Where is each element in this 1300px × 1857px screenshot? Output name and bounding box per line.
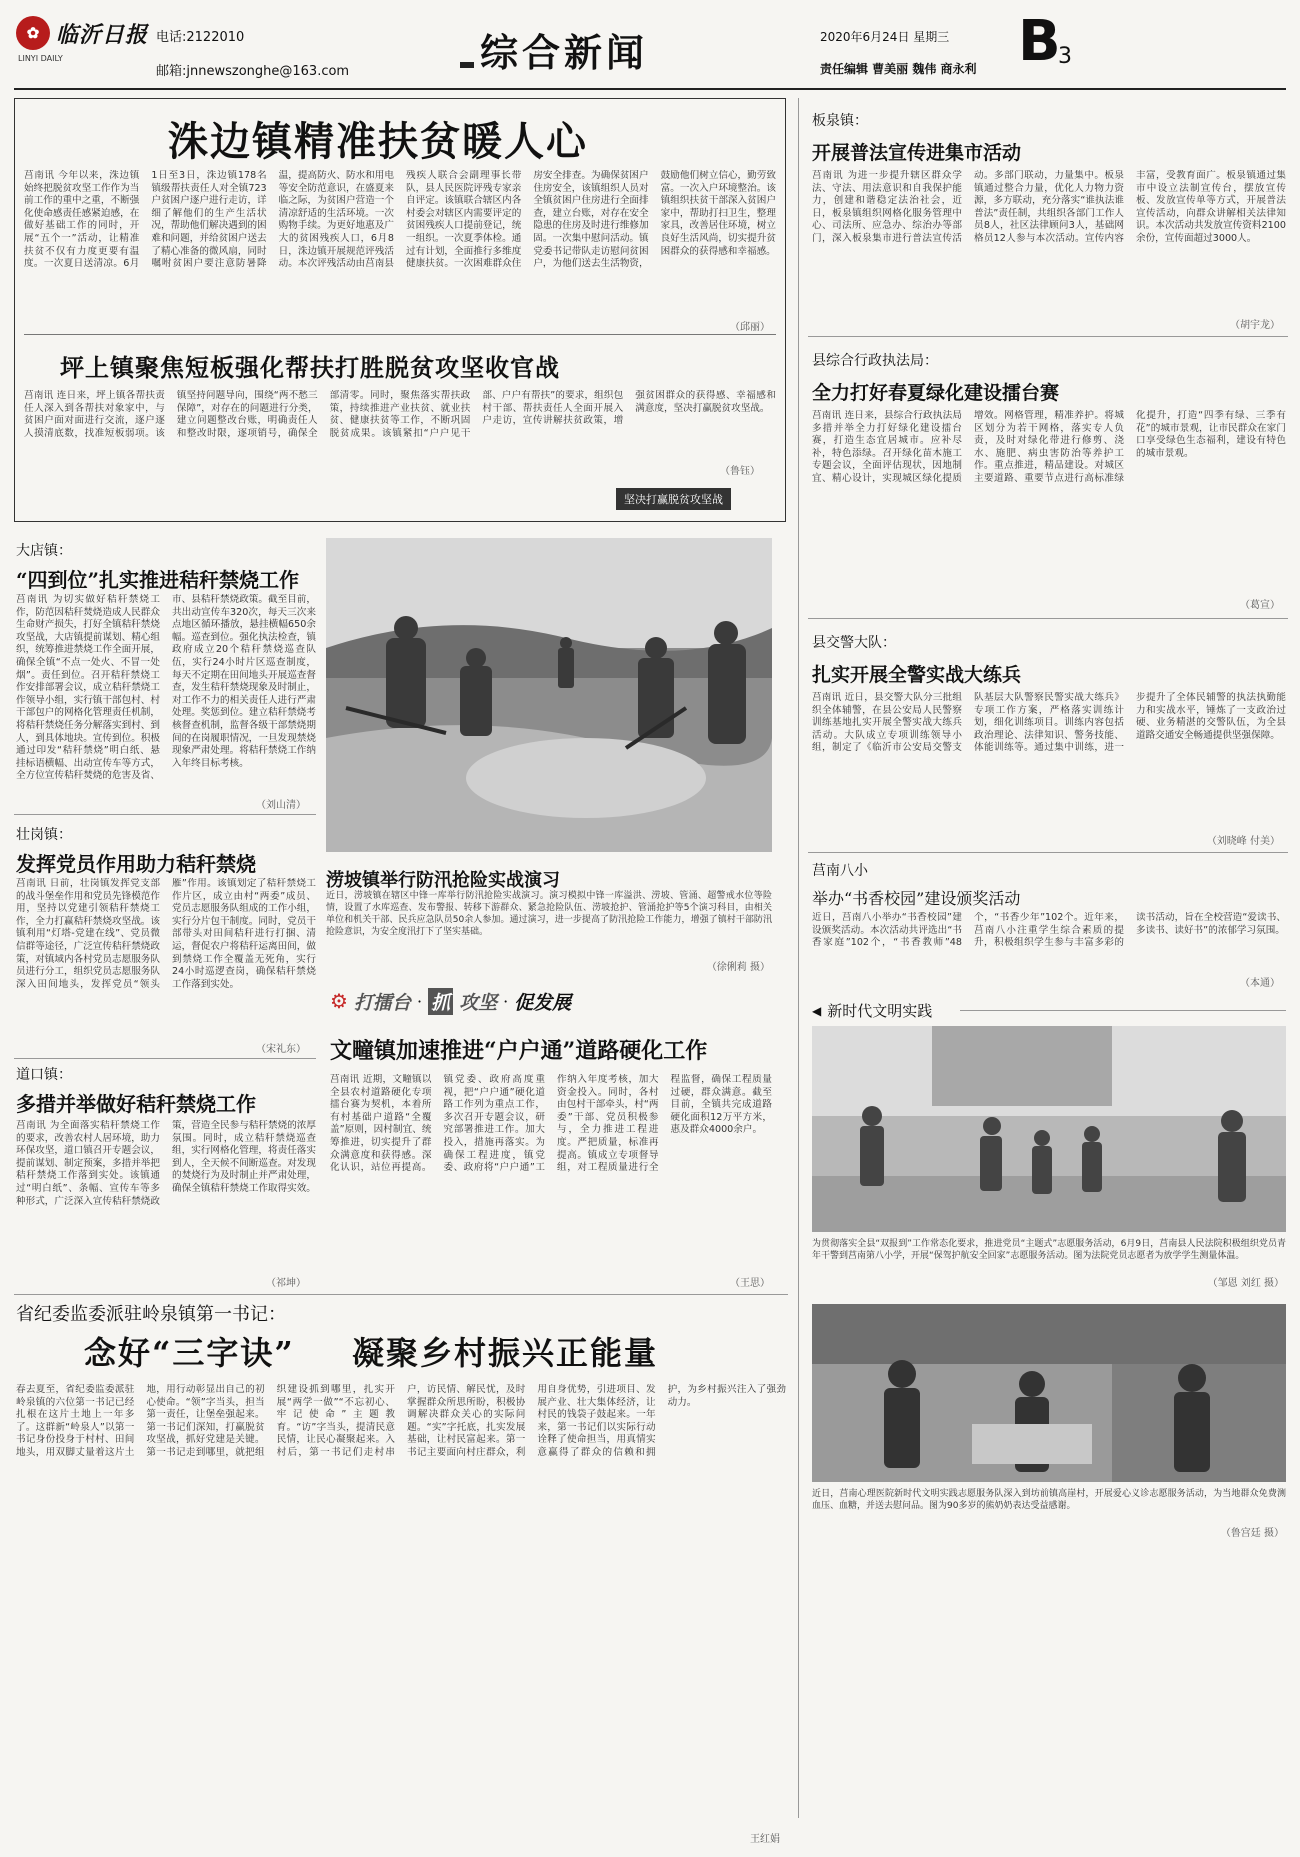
banner-part-1: 打擂台 <box>353 991 411 1014</box>
article-credit-pingshang: （鲁钰） <box>720 466 760 477</box>
banner-part-2: 抓 <box>428 988 453 1015</box>
court-photo-caption: 为贯彻落实全县“双报到”工作常态化要求，推进党员“主题式”志愿服务活动，6月9日，莒南县人民法院积极组织党员青年干警到莒南第八小学，开展“保驾护航安全回家”志愿服务活动。图为法院党员志愿者为放学学生测量体温。 <box>812 1239 1286 1261</box>
article-title-daokou: 多措并举做好秸秆禁烧工作 <box>16 1092 256 1116</box>
banner-dot-2: · <box>503 991 509 1011</box>
clinic-photo-credit: （鲁宫廷 摄） <box>1220 1528 1284 1539</box>
label-daokou: 道口镇： <box>16 1067 72 1083</box>
label-zhuanggang: 壮岗镇： <box>16 827 72 843</box>
label-zhifa: 县综合行政执法局： <box>812 353 938 369</box>
divider-right-2 <box>808 618 1288 619</box>
label-banxiao: 莒南八小 <box>812 863 868 879</box>
civ-section-header <box>812 1000 932 1021</box>
article-body-jiaojing: 莒南讯 近日，县交警大队分三批组织全体辅警，在县公安局人民警察训练基地扎实开展全警实战大练兵活动。大队成立专项训练领导小组，制定了《临沂市公安局交警支队基层大队警察民警实战大练兵》专项工作方案，严格落实训练计划，细化训练项目。训练内容包括政治理论、法律知识、警务技能、体能训练等。通过集中训练，进一步提升了全体民辅警的执法执勤能力和实战水平，锤炼了一支政治过硬、业务精湛的交警队伍，为全县道路交通安全畅通提供坚强保障。 <box>812 692 1286 754</box>
section-title: 综合新闻 <box>480 31 649 75</box>
contact-phone: 电话:2122010 <box>156 30 245 45</box>
article-credit-zhuanggang: （宋礼东） <box>256 1044 306 1055</box>
newspaper-logo <box>16 16 148 50</box>
article-body-banquan: 莒南讯 为进一步提升辖区群众学法、守法、用法意识和自我保护能力，创建和谐稳定法治社会，近日，板泉镇组织网格化服务管理中心、司法所、应急办、综治办等部门，深入板泉集市进行普法宣传活动。多部门联动，力量集中。板泉镇通过整合力量，优化人力物力资源，多方联动，充分落实“谁执法谁普法”责任制，共组织各部门工作人员8人，社区法律顾问3人，基础网格员12人参与本次活动。宣传内容丰富，受教育面广。板泉镇通过集市中设立法制宣传台，摆放宣传板、发放宣传单等方式，开展普法宣传活动，向群众讲解相关法律知识。本次活动共发放宣传资料2100余份，宣传面超过3000人。 <box>812 170 1286 244</box>
feature-title-left: 念好“三字诀” <box>84 1334 295 1372</box>
article-body-dadian: 莒南讯 为切实做好秸秆禁烧工作，防范因秸秆焚烧造成人民群众生命财产损失，打好全镇秸秆禁烧攻坚战，大店镇提前谋划、精心组织，统筹推进禁烧工作全面开展，确保全镇“不点一处火、不冒一处烟”。责任到位。召开秸秆禁烧工作安排部署会议，成立秸秆禁烧工作领导小组，实行镇干部包村、村干部包户的网格化管理责任机制，将秸秆禁烧任务分解落实到村、到人，到具体地块。宣传到位。积极通过印发“秸秆禁烧”明白纸、悬挂标语横幅、出动宣传车等方式，全方位宣传秸秆焚烧的危害及省、市、县秸秆禁烧政策。截至目前，共出动宣传车320次，每天三次来点地区循环播放，悬挂横幅650余幅。巡查到位。强化执法检查，镇政府成立20个秸秆禁烧巡查队伍，实行24小时片区巡查制度，每天不定期在田间地头开展巡查督查，发生秸秆禁烧现象及时制止，对工作不力的相关责任人进行严肃处理。奖惩到位。建立秸秆禁烧考核督查机制，监督各级干部禁烧期间的在岗履职情况，一旦发现禁烧现象严肃处理。将秸秆禁烧工作纳入年终目标考核。 <box>16 594 316 782</box>
campaign-banner <box>330 986 770 1016</box>
article-body-wentuan: 莒南讯 近期，文疃镇以全县农村道路硬化专项擂台赛为契机，本着所有村基础户道路“全覆盖”原则，因村制宜、统筹推进，切实提升了群众满意度和获得感。深化认识，站位再提高。镇党委、政府高度重视，把“户户通”硬化道路工作列为重点工作，多次召开专题会议，研究部署推进工作。加大投入，措施再落实。为确保工程进度，镇党委、政府将“户户通”工作纳入年度考核，加大资金投入。同时，各村由包村干部牵头，村“两委”干部、党员积极参与，全力推进工程进度。严把质量，标准再提高。镇成立专项督导组，对工程质量进行全程监督，确保工程质量过硬，群众满意。截至目前，全镇共完成道路硬化面积12万平方米，惠及群众4000余户。 <box>330 1074 772 1174</box>
masthead-rule-left <box>460 62 474 68</box>
bottom-feature-top-rule <box>14 1294 788 1295</box>
civ-section-label: 新时代文明实践 <box>827 1002 933 1020</box>
article-title-zhubian: 洙边镇精准扶贫暖人心 <box>168 119 588 165</box>
photo-credit: （徐俐莉 摄） <box>706 962 770 973</box>
article-credit-zhubian: （邱丽） <box>730 322 770 333</box>
divider-left-1 <box>14 814 316 815</box>
article-body-banxiao: 近日，莒南八小举办“书香校园”建设颁奖活动。本次活动共评选出“书香家庭”102个，“书香教师”48个，“书香少年”102个。近年来，莒南八小注重学生综合素质的提升，积极组织学生参与丰富多彩的读书活动，旨在全校营造“爱读书、多读书、读好书”的浓郁学习氛围。 <box>812 912 1286 949</box>
article-title-jiaojing: 扎实开展全警实战大练兵 <box>812 664 1022 686</box>
feature-kicker: 省纪委监委派驻岭泉镇第一书记： <box>16 1304 286 1325</box>
logo-flame-icon: ✿ <box>16 16 50 50</box>
article-title-pingshang: 坪上镇聚焦短板强化帮扶打胜脱贫攻坚收官战 <box>60 353 560 382</box>
label-jiaojing: 县交警大队： <box>812 635 896 651</box>
divider-right-1 <box>808 336 1288 337</box>
divider-left-2 <box>14 1058 316 1059</box>
banner-dot-1: · <box>416 991 423 1011</box>
feature-body: 春去夏至，省纪委监委派驻岭泉镇的六位第一书记已经扎根在这片土地上一年多了。这群新“岭泉人”以第一书记身份投身于村村、田间地头，用双脚丈量着这片土地，用行动彰显出自己的初心使命。“领”字当头，担当第一责任，让堡垒强起来。第一书记们深知，打赢脱贫攻坚战，抓好党建是关键。第一书记走到哪里，就把组织建设抓到哪里，扎实开展“两学一做”“不忘初心、牢记使命”主题教育。“访”字当头，提清民意民情，让民心凝聚起来。入村后，第一书记们走村串户，访民情、解民忧，及时掌握群众所思所盼，积极协调解决群众关心的实际问题。“实”字托底，扎实发展基础，让村民富起来。第一书记主要面向村庄群众，利用自身优势，引进项目、发展产业、壮大集体经济，让村民的钱袋子鼓起来。一年来，第一书记们以实际行动诠释了使命担当，用真情实意赢得了群众的信赖和拥护，为乡村振兴注入了强劲动力。 <box>16 1384 786 1458</box>
flood-drill-photo <box>326 538 772 852</box>
page-letter: B <box>1018 9 1061 74</box>
article-title-wentuan: 文疃镇加速推进“户户通”道路硬化工作 <box>330 1038 708 1064</box>
issue-date: 2020年6月24日 星期三 <box>820 30 950 44</box>
court-volunteer-photo <box>812 1026 1286 1232</box>
article-title-zhifa: 全力打好春夏绿化建设擂台赛 <box>812 382 1060 404</box>
campaign-tag <box>616 488 731 510</box>
feature-title-right: 凝聚乡村振兴正能量 <box>352 1334 659 1372</box>
article-title-banquan: 开展普法宣传进集市活动 <box>812 142 1022 164</box>
article-body-zhifa: 莒南讯 连日来，县综合行政执法局多措并举全力打好绿化建设擂台赛，打造生态宜居城市。应补尽补，特色添绿。召开绿化苗木施工专题会议，全面评估现状，因地制宜、精心设计，实现城区绿化提质增效。网格管理，精准养护。将城区划分为若干网格，落实专人负责，及时对绿化带进行修剪、浇水、施肥、病虫害防治等养护工作。重点推进，精品建设。对城区主要道路、重要节点进行高标准绿化提升，打造“四季有绿、三季有花”的城市景观，让市民群众在家门口享受绿色生态福利，建设有特色的城市景观。 <box>812 410 1286 484</box>
paper-subname: LINYI DAILY <box>18 54 63 63</box>
article-credit-jiaojing: （刘晓峰 付美） <box>1206 836 1280 847</box>
article-body-daokou: 莒南讯 为全面落实秸秆禁烧工作的要求，改善农村人居环境，助力环保攻坚，道口镇召开专题会议，提前谋划、制定预案，多措并举把秸秆禁烧工作落到实处。该镇通过“明白纸”、条幅、宣传车等多种形式，广泛深入宣传秸秆禁烧政策，营造全民参与秸秆禁烧的浓厚氛围。同时，成立秸秆禁烧巡查组，实行网格化管理，将责任落实到人，全天候不间断巡查。对发现的焚烧行为及时制止并严肃处理，确保全镇秸秆禁烧工作取得实效。 <box>16 1120 316 1207</box>
article-credit-zhifa: （葛宣） <box>1240 600 1280 611</box>
label-dadian: 大店镇： <box>16 543 72 559</box>
article-credit-banxiao: （本通） <box>1240 978 1280 989</box>
flood-drill-photo-image <box>326 538 772 852</box>
court-photo-credit: （邹恩 刘红 摄） <box>1207 1278 1284 1289</box>
photo-caption-body: 近日，涝坡镇在辖区中锋一库举行防汛抢险实战演习。演习模拟中锋一库溢洪、涝坡、管涌、超警戒水位等险情，设置了水库巡查、发布警报、转移下游群众、紧急抢险队伍、涝坡抢护、管涌抢护等5个演习科目，由相关单位和机关干部、民兵应急队员50余人参加。通过演习，进一步提高了防汛抢险工作能力，增强了镇村干部防汛抢险意识，为安全度汛打下了坚实基础。 <box>326 891 772 937</box>
article-credit-wentuan: （王思） <box>730 1278 770 1289</box>
divider-inner <box>24 334 776 335</box>
label-banquan: 板泉镇： <box>812 113 868 129</box>
paper-name: 临沂日报 <box>56 21 149 48</box>
article-body-zhuanggang: 莒南讯 日前，壮岗镇发挥党支部的战斗堡垒作用和党员先锋模范作用，坚持以党建引领秸秆禁烧工作，全力打赢秸秆禁烧攻坚战。该镇利用“灯塔-党建在线”、党员微信群等途径，广泛宣传秸秆禁烧政策，对镇域内各村党员志愿服务队员进行分工，组织党员志愿服务队深入田间地头，发挥党员“领头雁”作用。该镇划定了秸秆禁烧工作片区，成立由村“两委”成员、党员志愿服务队组成的工作小组，实行分片包干制度。同时，党员干部带头对田间秸秆进行打捆、清运，督促农户将秸秆运离田间，做到禁烧工作全覆盖无死角，实行24小时巡逻查岗，确保秸秆禁烧工作落到实处。 <box>16 878 316 990</box>
masthead-bottom-rule <box>14 88 1286 90</box>
banner-part-3: 攻坚 <box>459 991 498 1014</box>
clinic-volunteer-photo-image <box>812 1304 1286 1482</box>
divider-right-3 <box>808 852 1288 853</box>
contact-email: 邮箱:jnnewszonghe@163.com <box>156 64 350 79</box>
article-title-dadian: “四到位”扎实推进秸秆禁烧工作 <box>16 568 300 592</box>
article-credit-daokou: （祁坤） <box>266 1278 306 1289</box>
right-column-rule <box>798 98 799 1818</box>
clinic-volunteer-photo <box>812 1304 1286 1482</box>
masthead <box>0 0 1300 92</box>
campaign-tag-text: 坚决打赢脱贫攻坚战 <box>624 493 723 506</box>
page-number: 3 <box>1058 44 1072 69</box>
article-body-pingshang: 莒南讯 连日来，坪上镇各帮扶责任人深入到各帮扶对象家中，与贫困户面对面进行交流，逐户逐人摸清底数，找准短板弱项。该镇坚持问题导向，围绕“两不愁三保障”，对存在的问题进行分类，建立问题整改台账，明确责任人和整改时限，逐项销号，确保全部清零。同时，聚焦落实帮扶政策，持续推进产业扶贫、就业扶贫、健康扶贫等工作，不断巩固脱贫成果。该镇紧扣“户户见干部、户户有帮扶”的要求，组织包村干部、帮扶责任人全面开展入户走访，宣传讲解扶贫政策，增强贫困群众的获得感、幸福感和满意度，坚决打赢脱贫攻坚战。 <box>24 390 776 439</box>
triangle-left-icon: ◀ <box>812 1003 822 1018</box>
article-title-zhuanggang: 发挥党员作用助力秸秆禁烧 <box>16 852 256 876</box>
banner-part-4: 促发展 <box>514 991 572 1014</box>
article-credit-banquan: （胡宇龙） <box>1230 320 1280 331</box>
civ-header-rule <box>960 1010 1286 1011</box>
responsible-editors: 责任编辑 曹美丽 魏伟 商永利 <box>820 62 977 76</box>
court-volunteer-photo-image <box>812 1026 1286 1232</box>
article-body-zhubian: 莒南讯 今年以来，洙边镇始终把脱贫攻坚工作作为当前工作的重中之重，不断强化使命感责任感紧迫感，在做好基础工作的同时，开展“五个一”活动，让精准扶贫不仅有力度更要有温度。一次夏日送清凉。6月1日至3日，洙边镇178名镇级帮扶责任人对全镇723户贫困户逐户进行走访，详细了解他们的生产生活状况，帮助他们解决遇到的困难和问题，并给贫困户送去了精心准备的微风扇，同时嘱咐贫困户要注意防暑降温，提高防火、防水和用电等安全防范意识，在盛夏来临之际，为贫困户营造一个清凉舒适的生活环境。一次购物手续。为更好地惠及广大的贫困残疾人口，6月8日，洙边镇开展规范评残活动。本次评残活动由莒南县残疾人联合会副理事长带队，县人民医院评残专家亲自评定。该镇联合辖区内各村委会对辖区内需要评定的贫困残疾人口提前登记，统一组织。一次夏季体检。通过有计划，全面推行多维度健康扶贫。一次困难群众住房安全排查。为确保贫困户住房安全，该镇组织人员对全镇贫困户住房进行全面排查，建立台账，对存在安全隐患的住房及时进行维修加固。一次集中慰问活动。镇党委书记带队走访慰问贫困户，为他们送去生活物资，鼓励他们树立信心，勤劳致富。一次入户环境整治。该镇组织扶贫干部深入贫困户家中，帮助打扫卫生，整理家具，改善居住环境，树立良好生活风尚，切实提升贫困群众的获得感和幸福感。 <box>24 170 776 270</box>
feature-credit: 王红娟 <box>750 1834 780 1845</box>
article-credit-dadian: （刘山清） <box>256 800 306 811</box>
gear-icon: ⚙ <box>330 989 348 1013</box>
clinic-photo-caption: 近日，莒南心理医院新时代文明实践志愿服务队深入到坊前镇高崖村，开展爱心义诊志愿服务活动，为当地群众免费测血压、血糖，并送去慰问品。图为90多岁的熊奶奶表达受益感谢。 <box>812 1489 1286 1511</box>
article-title-banxiao: 举办“书香校园”建设颁奖活动 <box>812 889 1021 908</box>
photo-caption-title: 涝坡镇举行防汛抢险实战演习 <box>326 870 560 891</box>
